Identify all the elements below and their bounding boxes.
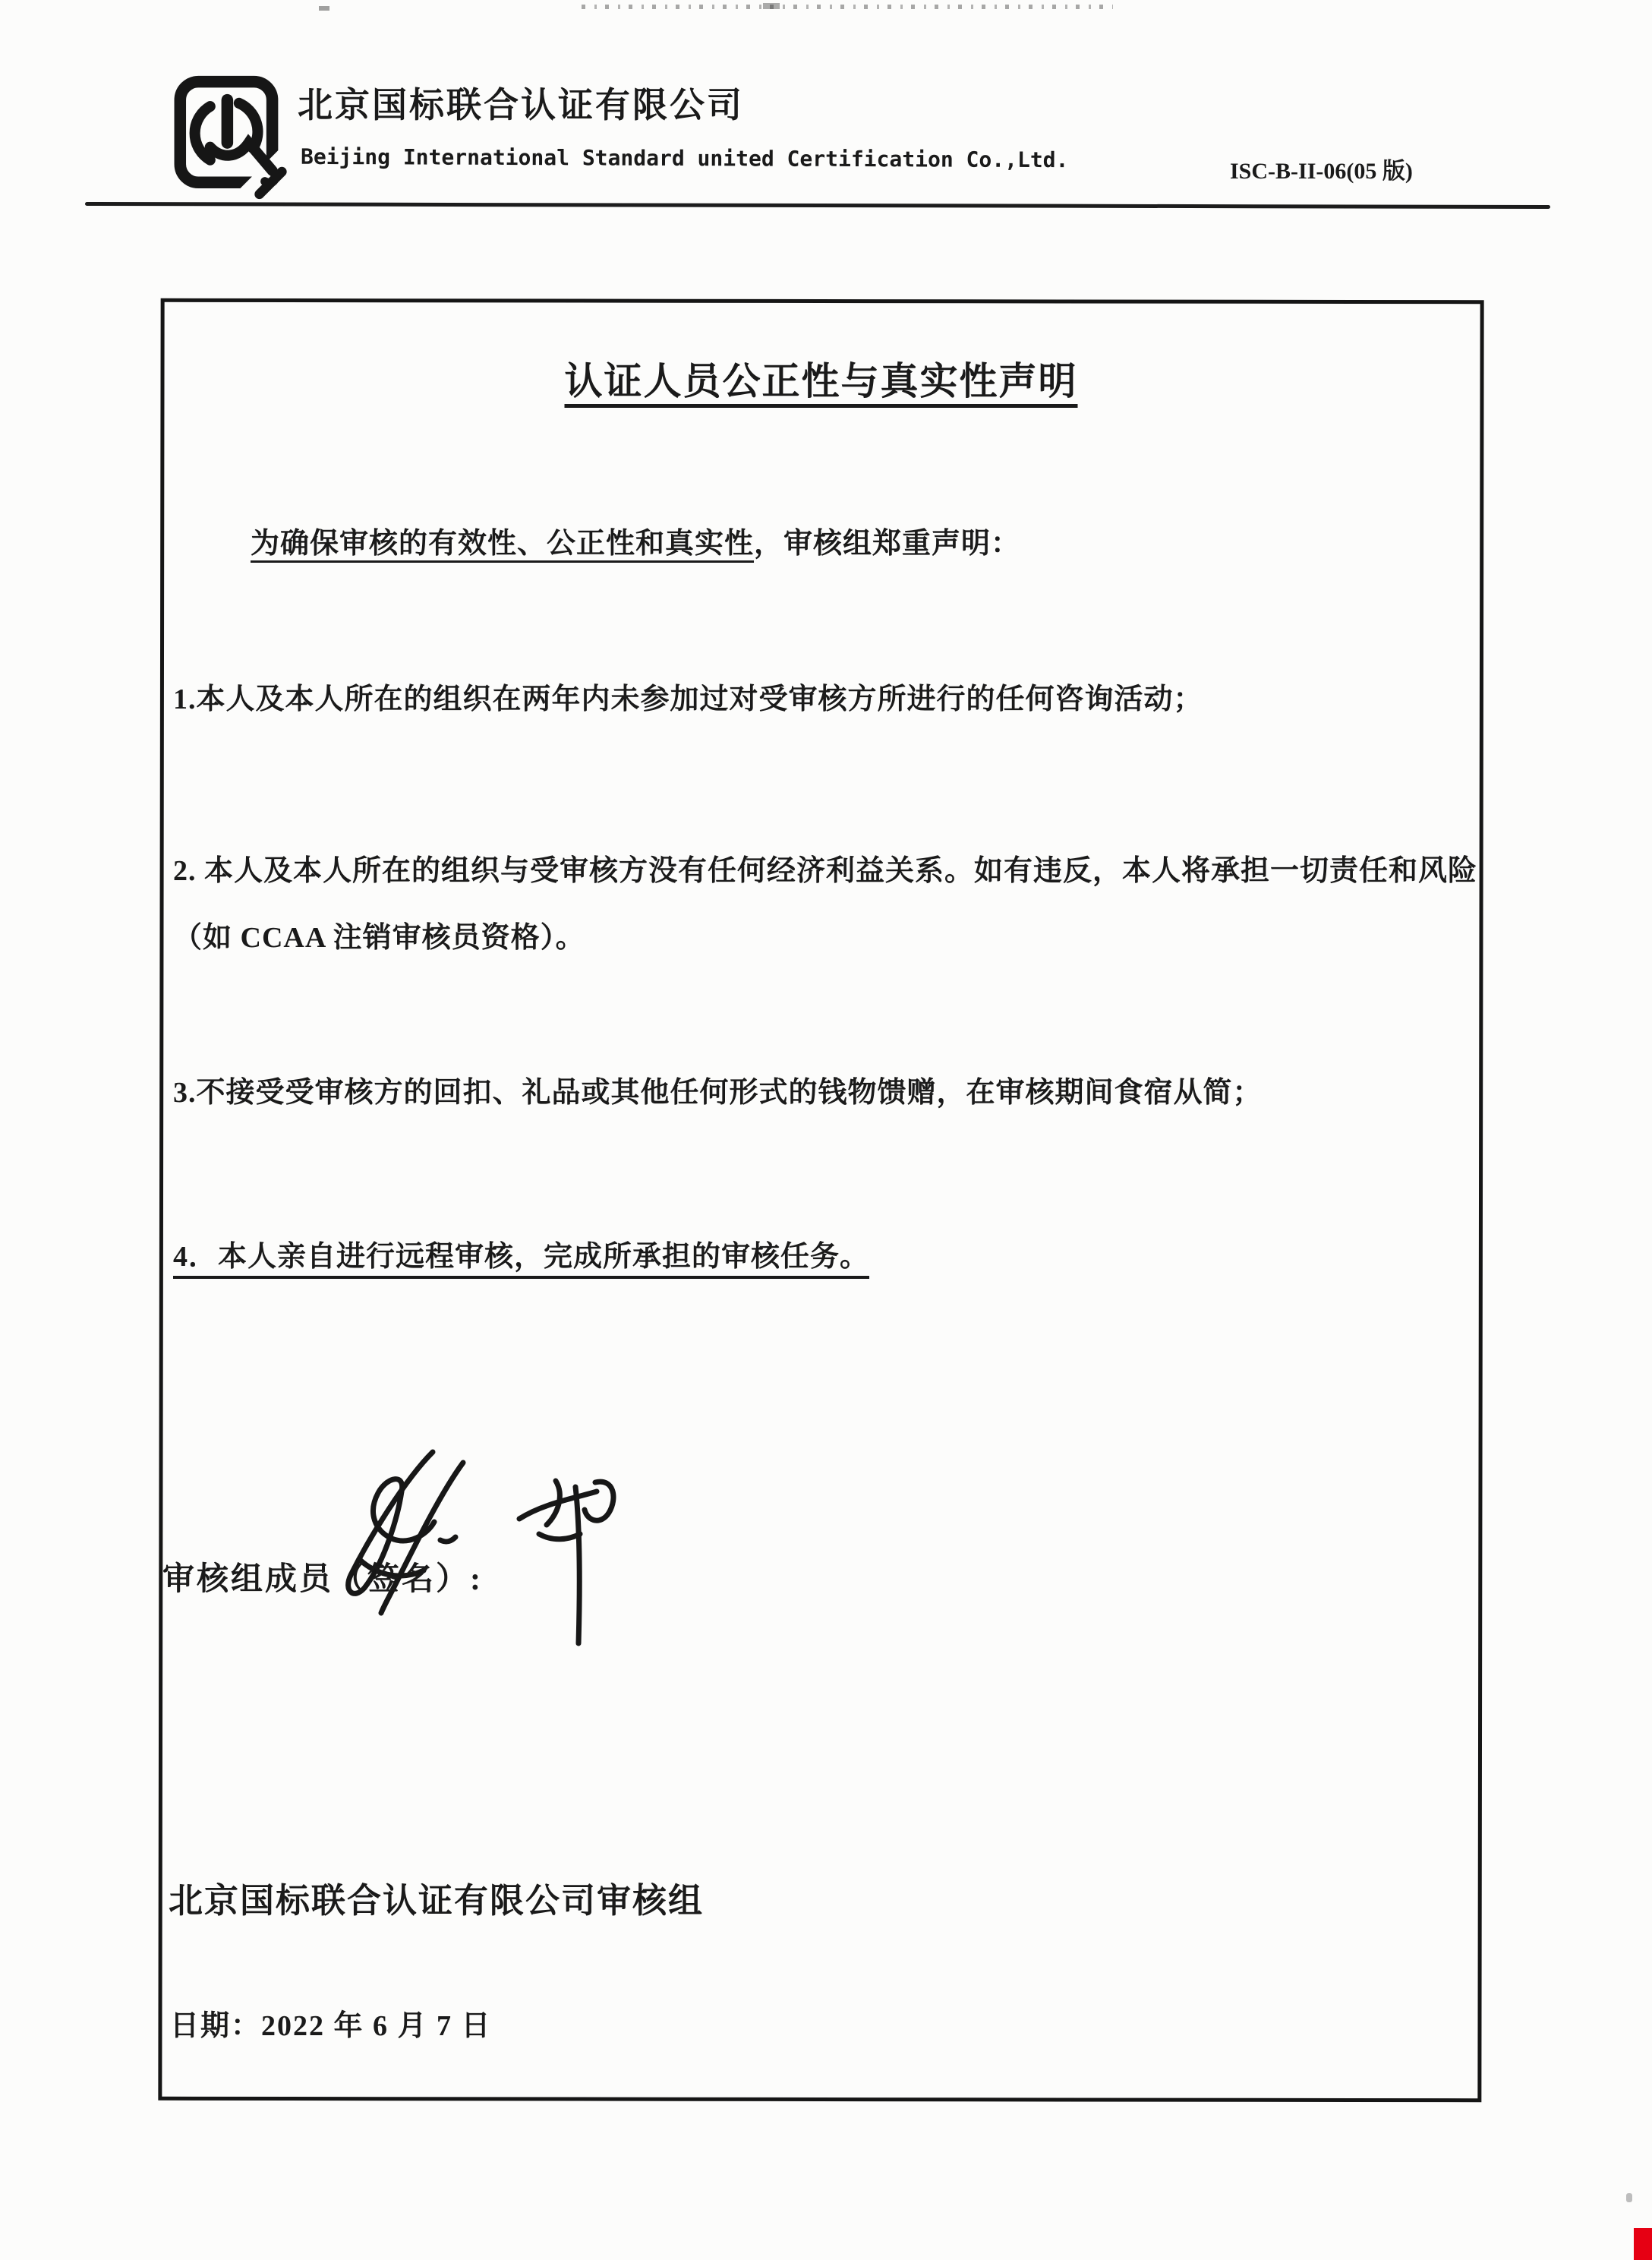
document-code: ISC-B-II-06(05 版) — [1230, 159, 1413, 184]
declaration-title: 认证人员公正性与真实性声明 — [564, 359, 1078, 403]
declaration-border-box — [158, 298, 1483, 2102]
company-name-en: Beijing International Standard united Certification Co.,Ltd. — [300, 144, 1069, 173]
scan-artifact — [1626, 2193, 1632, 2202]
red-corner-mark — [1634, 2228, 1652, 2260]
scan-artifact — [319, 6, 329, 11]
scan-artifact — [582, 5, 1113, 9]
declaration-item-1: 1.本人及本人所在的组织在两年内未参加过对受审核方所进行的任何咨询活动； — [173, 683, 1203, 715]
declaration-item-4: 4．本人亲自进行远程审核，完成所承担的审核任务。 — [173, 1241, 870, 1273]
handwritten-signature — [313, 1444, 616, 1657]
audit-team-line: 北京国标联合认证有限公司审核组 — [169, 1882, 705, 1920]
intro-underlined-text: 为确保审核的有效性、公正性和真实性 — [251, 528, 755, 560]
certification-body-logo-icon — [172, 73, 292, 202]
declaration-intro — [251, 519, 1020, 561]
intro-plain-text: ，审核组郑重声明： — [754, 528, 1021, 560]
header-divider — [85, 202, 1550, 209]
company-name-cn: 北京国标联合认证有限公司 — [298, 84, 744, 125]
signature-label: 审核组成员（签名）: — [162, 1562, 483, 1597]
declaration-item-2: 2. 本人及本人所在的组织与受审核方没有任何经济利益关系。如有违反，本人将承担一切责任和风险（如 CCAA 注销审核员资格）。 — [173, 855, 1478, 954]
scan-artifact — [763, 3, 780, 9]
date-line: 日期：2022 年 6 月 7 日 — [170, 2010, 492, 2042]
declaration-item-3: 3.不接受受审核方的回扣、礼品或其他任何形式的钱物馈赠，在审核期间食宿从简； — [173, 1077, 1263, 1109]
